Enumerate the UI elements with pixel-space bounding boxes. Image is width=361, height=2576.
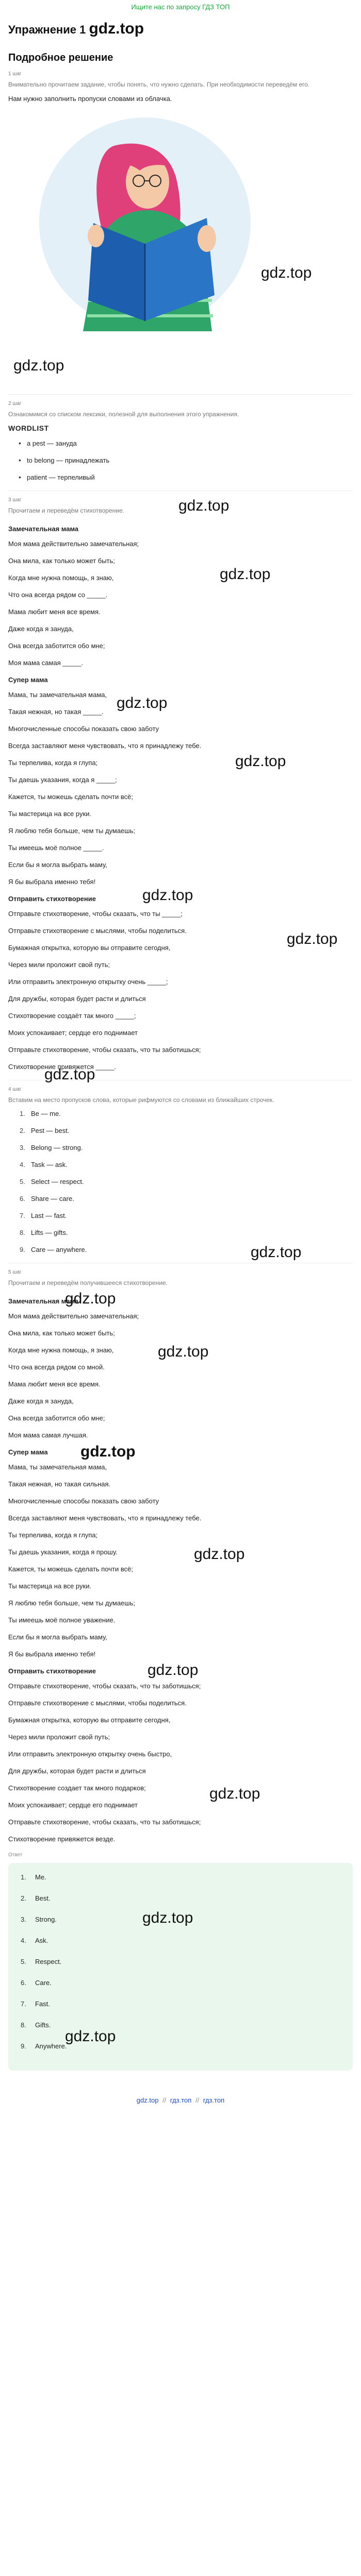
poem-line: Такая нежная, но такая _____. <box>8 707 104 716</box>
wordlist-title: WORDLIST <box>8 424 49 433</box>
poem-line: Ты даешь указания, когда я прошу. <box>8 1548 118 1556</box>
poem-line: Отправьте стихотворение, чтобы сказать, что ты _____; <box>8 909 183 918</box>
poem-line: Если бы я могла выбрать маму, <box>8 1633 107 1641</box>
step-description: Внимательно прочитаем задание, чтобы понять, что нужно сделать. При необходимости переведём его. <box>8 81 310 88</box>
illustration-area <box>8 110 353 388</box>
poem-line: Кажется, ты можешь сделать почти всё; <box>8 792 133 801</box>
rhyme-pair: 8. Lifts — gifts. <box>20 1229 68 1237</box>
poem-line: Стихотворение создает так много подарков; <box>8 1784 146 1792</box>
poem-line: Ты терпелива, когда я глупа; <box>8 758 98 767</box>
poem-line: Моих успокаивает; сердце его поднимает <box>8 1801 138 1809</box>
poem-1-final <box>8 1312 353 1439</box>
poem-line: Она всегда заботится обо мне; <box>8 641 105 650</box>
poem-line: Что она всегда рядом со _____. <box>8 590 108 599</box>
rhyme-pair: 5. Select — respect. <box>20 1178 84 1186</box>
answer-label: Ответ <box>8 1852 23 1858</box>
footer-separator: // <box>162 2096 167 2104</box>
poem-line: Стихотворение привяжется _____. <box>8 1062 117 1071</box>
poem-line: Всегда заставляют меня чувствовать, что я принадлежу тебе. <box>8 741 202 750</box>
watermark: gdz.top <box>158 1343 209 1360</box>
rhyme-pair: 4. Task — ask. <box>20 1161 68 1169</box>
footer-separator: // <box>195 2096 200 2104</box>
step-description: Вставим на место пропусков слова, которые рифмуются со словами из ближайших строчек. <box>8 1096 274 1104</box>
poem-line: Стихотворение привяжется везде. <box>8 1835 116 1843</box>
watermark: gdz.top <box>235 752 286 770</box>
rhyme-pair: 6. Share — care. <box>20 1195 74 1203</box>
wordlist-item: • patient — терпеливый <box>19 473 353 481</box>
watermark: gdz.top <box>287 930 338 947</box>
poem-line: Всегда заставляют меня чувствовать, что я принадлежу тебе. <box>8 1514 202 1522</box>
step-description: Прочитаем и переведём стихотворение. <box>8 507 124 515</box>
answer-item: 6. Care. <box>21 1978 52 1987</box>
answer-item: 2. Best. <box>21 1894 51 1902</box>
poem-line: Когда мне нужна помощь, я знаю, <box>8 573 114 582</box>
poem-line: Кажется, ты можешь сделать почти всё; <box>8 1565 133 1573</box>
watermark: gdz.top <box>261 264 312 281</box>
poem-line: Я бы выбрала именно тебя! <box>8 1650 96 1658</box>
exercise-title-text: Упражнение 1 <box>8 23 86 36</box>
step-description: Ознакомимся со списком лексики, полезной для выполнения этого упражнения. <box>8 410 239 418</box>
poem-line: Мама, ты замечательная мама, <box>8 1463 107 1471</box>
watermark: gdz.top <box>251 1244 302 1261</box>
watermark: gdz.top <box>89 20 144 37</box>
footer-links <box>8 2091 353 2113</box>
watermark: gdz.top <box>220 565 271 583</box>
step-description: Прочитаем и переведём получившееся стихотворение. <box>8 1279 168 1287</box>
step-label: 4 шаг <box>8 1086 22 1092</box>
watermark: gdz.top <box>65 2027 116 2045</box>
answer-item: 9. Anywhere. <box>21 2042 67 2050</box>
poem-line: Мама любит меня все время. <box>8 607 101 616</box>
poem-line: Отправьте стихотворение с мыслями, чтобы поделиться. <box>8 926 187 935</box>
watermark: gdz.top <box>65 1290 116 1308</box>
poem-line: Через мили проложит свой путь; <box>8 960 110 969</box>
poem-line: Ты мастерица на все руки. <box>8 1582 92 1590</box>
answer-box <box>8 1863 353 2071</box>
step-3 <box>8 497 353 1071</box>
poem-line: Даже когда я зануда, <box>8 624 74 633</box>
poem-line: Ты мастерица на все руки. <box>8 809 92 818</box>
poem-line: Для дружбы, которая будет расти и длиться <box>8 1767 146 1775</box>
poem-title: Отправить стихотворение <box>8 1667 96 1675</box>
poem-line: Ты терпелива, когда я глупа; <box>8 1531 98 1539</box>
watermark: gdz.top <box>142 1909 193 1926</box>
poem-title: Отправить стихотворение <box>8 894 96 903</box>
rhyme-pair: 9. Care — anywhere. <box>20 1246 87 1254</box>
poem-line: Отправьте стихотворение с мыслями, чтобы поделиться. <box>8 1699 187 1707</box>
poem-3 <box>8 910 353 1071</box>
rhyme-pair: 7. Last — fast. <box>20 1212 67 1220</box>
watermark: gdz.top <box>142 886 193 904</box>
poem-line: Она всегда заботится обо мне; <box>8 1414 105 1422</box>
footer-link[interactable]: gdz.top <box>136 2096 159 2104</box>
rhyme-pair: 2. Pest — best. <box>20 1127 70 1135</box>
poem-title: Замечательная мама <box>8 1297 79 1305</box>
poem-line: Ты даешь указания, когда я _____; <box>8 775 117 784</box>
poem-line: Она мила, как только может быть; <box>8 1329 115 1337</box>
poem-title: Супер мама gdz.top <box>8 1443 136 1460</box>
top-search-link[interactable]: Ищите нас по запросу ГДЗ ТОП <box>131 3 230 11</box>
poem-line: Для дружбы, которая будет расти и длиться <box>8 994 146 1003</box>
poem-line: Я бы выбрала именно тебя! <box>8 877 96 886</box>
poem-line: Моя мама действительно замечательная; <box>8 1312 139 1320</box>
step-2 <box>8 401 353 482</box>
poem-line: Что она всегда рядом со мной. <box>8 1363 105 1371</box>
poem-line: Отправьте стихотворение, чтобы сказать, что ты заботишься; <box>8 1818 201 1826</box>
step-label: 3 шаг <box>8 497 22 503</box>
poem-line: Даже когда я зануда, <box>8 1397 74 1405</box>
watermark: gdz.top <box>80 1443 136 1460</box>
answer-item: 3. Strong. <box>21 1915 57 1923</box>
poem-line: Через мили проложит свой путь; <box>8 1733 110 1741</box>
poem-title: Супер мама <box>8 675 48 684</box>
footer-link[interactable]: гдз.топ <box>170 2096 192 2104</box>
poem-line: Моя мама действительно замечательная; <box>8 539 139 548</box>
watermark: gdz.top <box>194 1545 245 1563</box>
watermark: gdz.top <box>209 1785 260 1802</box>
wordlist-item: • a pest — зануда <box>19 439 353 447</box>
poem-line: Ты имеешь моё полное _____. <box>8 843 104 852</box>
watermark: gdz.top <box>147 1661 199 1679</box>
answer-item: 4. Ask. <box>21 1936 48 1944</box>
answer-item: 8. Gifts. <box>21 2021 51 2029</box>
poem-line: Мама, ты замечательная мама, <box>8 690 107 699</box>
answer-item: 7. Fast. <box>21 1999 50 2008</box>
poem-line: Я люблю тебя больше, чем ты думаешь; <box>8 1599 136 1607</box>
girl-reading-book-illustration <box>37 115 253 331</box>
section-heading: Подробное решение <box>8 52 113 63</box>
step-1 <box>8 71 353 103</box>
footer-link[interactable]: гдз.топ <box>203 2096 225 2104</box>
rhyme-pair: 3. Belong — strong. <box>20 1144 83 1152</box>
wordlist-item: • to belong — принадлежать <box>19 456 353 464</box>
poem-line: Моих успокаивает; сердце его поднимает <box>8 1028 138 1037</box>
watermark: gdz.top <box>44 1065 95 1083</box>
divider <box>8 394 353 395</box>
poem-line: Или отправить электронную открытку очень быстро, <box>8 1750 172 1758</box>
rhyme-pair: 1. Be — me. <box>20 1110 61 1118</box>
step-5 <box>8 1269 353 1843</box>
poem-line: Отправьте стихотворение, чтобы сказать, что ты заботишься; <box>8 1045 201 1054</box>
poem-line: Если бы я могла выбрать маму, <box>8 860 107 869</box>
poem-line: Моя мама самая _____. <box>8 658 84 667</box>
poem-line: Бумажная открытка, которую вы отправите сегодня, <box>8 943 171 952</box>
step-label: 5 шаг <box>8 1269 22 1276</box>
poem-line: Многочисленные способы показать свою заботу <box>8 724 159 733</box>
exercise-title <box>8 20 353 38</box>
answer-item: 1. Me. <box>21 1873 46 1881</box>
poem-line: Ты имеешь моё полное уважение. <box>8 1616 116 1624</box>
watermark: gdz.top <box>13 357 64 374</box>
poem-line: Она мила, как только может быть; <box>8 556 115 565</box>
divider <box>8 490 353 491</box>
poem-title: Замечательная мама <box>8 524 79 533</box>
step-label: 1 шаг <box>8 71 22 77</box>
answer-list <box>21 1873 340 2050</box>
poem-line: Мама любит меня все время. <box>8 1380 101 1388</box>
poem-line: Отправьте стихотворение, чтобы сказать, что ты заботишься; <box>8 1682 201 1690</box>
wordlist <box>8 439 353 481</box>
poem-line: Бумажная открытка, которую вы отправите сегодня, <box>8 1716 171 1724</box>
step-text: Нам нужно заполнить пропуски словами из облачка. <box>8 94 172 103</box>
poem-line: Когда мне нужна помощь, я знаю, <box>8 1346 114 1354</box>
watermark: gdz.top <box>117 694 168 711</box>
poem-line: Стихотворение создаёт так много _____; <box>8 1011 136 1020</box>
answer-item: 5. Respect. <box>21 1957 62 1965</box>
step-label: 2 шаг <box>8 400 22 406</box>
poem-line: Моя мама самая лучшая. <box>8 1431 88 1439</box>
poem-line: Я люблю тебя больше, чем ты думаешь; <box>8 826 136 835</box>
poem-2-final <box>8 1463 353 1658</box>
poem-line: Многочисленные способы показать свою заботу <box>8 1497 159 1505</box>
watermark: gdz.top <box>178 497 229 515</box>
poem-line: Или отправить электронную открытку очень _____; <box>8 977 168 986</box>
poem-line: Такая нежная, но такая сильная. <box>8 1480 111 1488</box>
